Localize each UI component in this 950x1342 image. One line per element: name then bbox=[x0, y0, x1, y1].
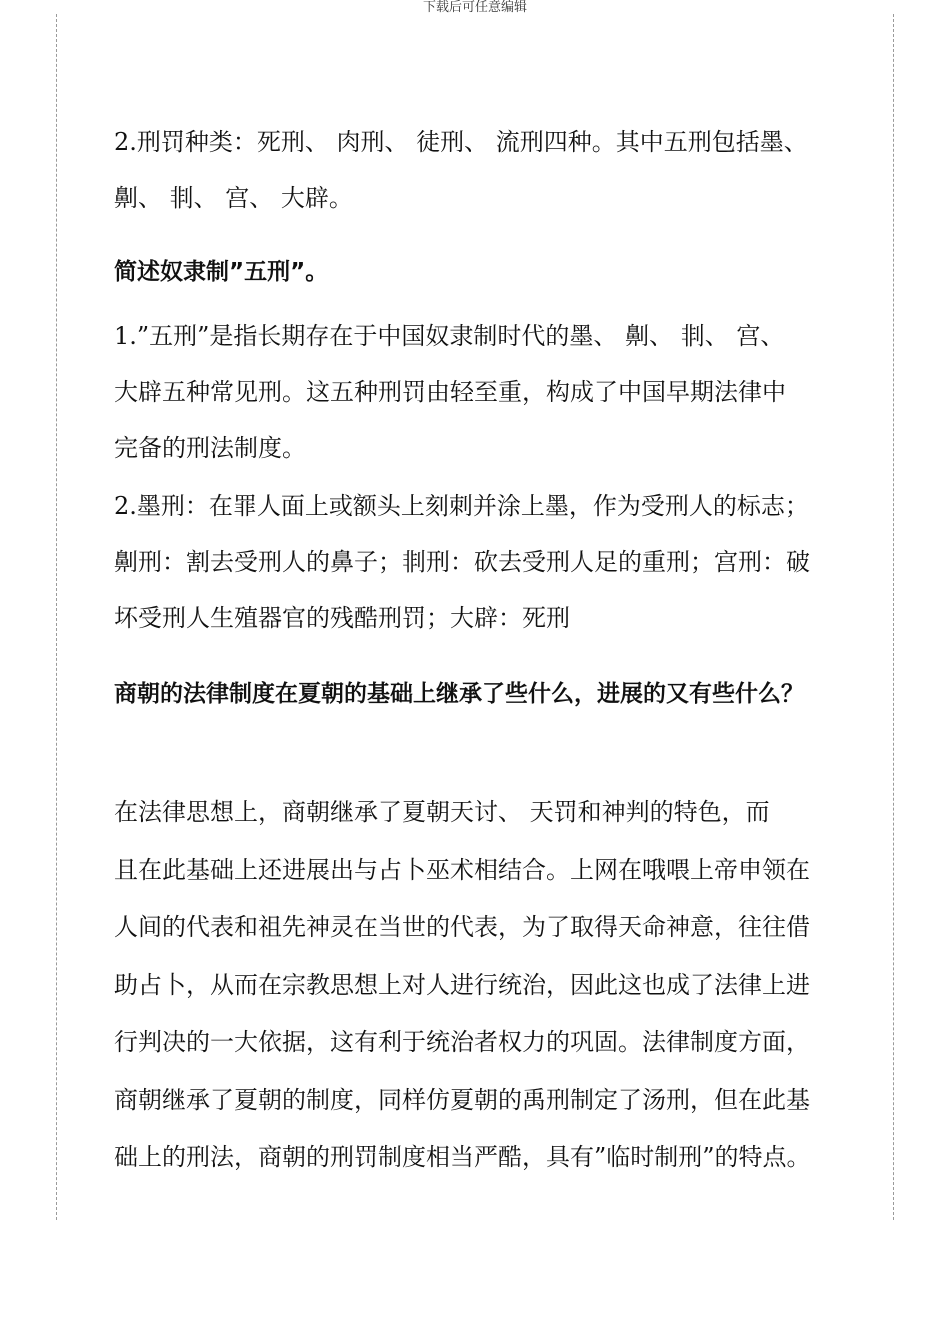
text-line: 在法律思想上，商朝继承了夏朝天讨、 天罚和神判的特色，而 bbox=[114, 798, 770, 826]
text-line: 坏受刑人生殖器官的残酷刑罚；大辟：死刑 bbox=[114, 604, 570, 632]
text-line: 人间的代表和祖先神灵在当世的代表，为了取得天命神意，往往借 bbox=[114, 913, 810, 941]
text-line: 劓刑：割去受刑人的鼻子；剕刑：砍去受刑人足的重刑；宫刑：破 bbox=[114, 548, 810, 576]
five-punishments-detail-paragraph bbox=[114, 478, 892, 646]
heading-shang-law-system: 商朝的法律制度在夏朝的基础上继承了些什么，进展的又有些什么？ bbox=[114, 681, 804, 707]
text-line: 劓、 剕、 宫、 大辟。 bbox=[114, 184, 353, 212]
left-margin-guide bbox=[56, 14, 57, 1220]
text-line: 且在此基础上还进展出与占卜巫术相结合。上网在哦喂上帝申领在 bbox=[114, 855, 810, 884]
right-margin-guide bbox=[893, 14, 894, 1220]
text-line: 大辟五种常见刑。这五种刑罚由轻至重，构成了中国早期法律中 bbox=[114, 378, 786, 406]
text-line: 础上的刑法，商朝的刑罚制度相当严酷，具有”临时制刑”的特点。 bbox=[114, 1143, 811, 1171]
text-line: 2.墨刑：在罪人面上或额头上刻刺并涂上墨，作为受刑人的标志； bbox=[114, 492, 809, 520]
text-line: 助占卜，从而在宗教思想上对人进行统治，因此这也成了法律上进 bbox=[114, 970, 810, 999]
heading-five-punishments: 简述奴隶制”五刑”。 bbox=[114, 259, 329, 285]
text-line: 1.”五刑”是指长期存在于中国奴隶制时代的墨、 劓、 剕、 宫、 bbox=[114, 322, 785, 350]
text-line: 商朝继承了夏朝的制度，同样仿夏朝的禹刑制定了汤刑，但在此基 bbox=[114, 1085, 810, 1114]
five-punishments-definition-paragraph bbox=[114, 308, 892, 476]
text-line: 行判决的一大依据，这有利于统治者权力的巩固。法律制度方面， bbox=[114, 1028, 810, 1056]
shang-law-system-paragraph bbox=[114, 784, 892, 1187]
text-line: 2.刑罚种类：死刑、 肉刑、 徒刑、 流刑四种。其中五刑包括墨、 bbox=[114, 128, 808, 156]
punishment-types-paragraph bbox=[114, 114, 892, 226]
text-line: 完备的刑法制度。 bbox=[114, 434, 306, 462]
page-header-note: 下载后可任意编辑 bbox=[422, 0, 527, 15]
